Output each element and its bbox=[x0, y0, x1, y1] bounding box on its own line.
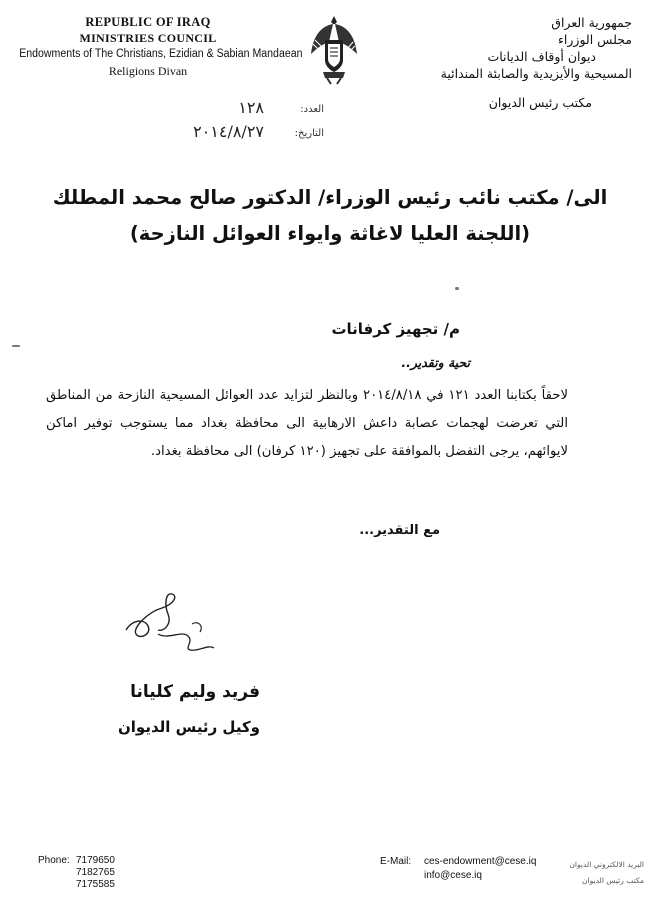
phone-number: 7175585 bbox=[76, 879, 115, 890]
religions-name-ar: المسيحية والأيزيدية والصابئة المندائية bbox=[440, 66, 632, 81]
subject-line: م/ تجهيز كرفانات bbox=[331, 320, 460, 338]
email-label: E-Mail: bbox=[380, 856, 412, 867]
footer-emails bbox=[380, 855, 536, 883]
number-value: ١٢٨ bbox=[238, 98, 264, 117]
council-name-en: MINISTRIES COUNCIL bbox=[79, 31, 217, 45]
endowment-name-ar: ديوان أوقاف الديانات bbox=[487, 49, 596, 64]
phone-label: Phone: bbox=[38, 855, 70, 866]
footer-arabic-line-2: مكتب رئيس الديوان bbox=[582, 876, 644, 885]
scan-speck bbox=[12, 345, 20, 347]
closing: مع التقدير... bbox=[359, 523, 440, 538]
addressee bbox=[40, 180, 620, 252]
office-name-ar: مكتب رئيس الديوان bbox=[488, 95, 592, 110]
endowment-name-en: Endowments of The Christians, Ezidian & Sabian Mandaean bbox=[19, 48, 303, 60]
handwritten-signature bbox=[118, 590, 228, 660]
addressee-line-1: الى/ مكتب نائب رئيس الوزراء/ الدكتور صالح محمد المطلك bbox=[52, 186, 608, 209]
iraq-eagle-emblem-icon bbox=[309, 14, 359, 86]
date-label: التاريخ: bbox=[294, 128, 324, 139]
letterhead-english bbox=[18, 14, 303, 79]
reference-block bbox=[104, 98, 324, 146]
country-name-ar: جمهورية العراق bbox=[551, 15, 632, 30]
council-name-ar: مجلس الوزراء bbox=[558, 32, 632, 47]
number-label: العدد: bbox=[300, 104, 324, 115]
phone-number: 7182765 bbox=[76, 867, 115, 878]
email-address: ces-endowment@cese.iq bbox=[424, 856, 537, 867]
email-address: info@cese.iq bbox=[424, 870, 482, 881]
phone-number: 7179650 bbox=[76, 855, 115, 866]
addressee-line-2: (اللجنة العليا لاغاثة وايواء العوائل النازحة) bbox=[129, 222, 531, 245]
footer-arabic bbox=[564, 857, 644, 889]
scan-speck bbox=[455, 287, 459, 290]
letter-body: لاحقاً بكتابنا العدد ١٢١ في ٢٠١٤/٨/١٨ وبالنظر لتزايد عدد العوائل المسيحية النازحة من المناطق التي تعرضت لهجمات عصابة داعش الارهابية الى محافظة بغداد مما يستوجب توفير اماكن لايوائهم، يرجى التفضل بالموافقة على تجهيز (١٢٠ كرفان) الى محافظة بغداد. bbox=[46, 388, 568, 459]
divan-name-en: Religions Divan bbox=[108, 64, 188, 78]
letterhead-arabic bbox=[392, 14, 632, 111]
greeting: تحية وتقدير.. bbox=[401, 355, 470, 370]
signatory-name: فريد وليم كليانا bbox=[130, 682, 260, 702]
country-name-en: REPUBLIC OF IRAQ bbox=[85, 15, 211, 29]
footer-phones bbox=[38, 855, 115, 891]
signatory-title: وكيل رئيس الديوان bbox=[117, 718, 260, 736]
footer-arabic-line-1: البريد الالكتروني الديوان bbox=[569, 860, 644, 869]
date-value: ٢٠١٤/٨/٢٧ bbox=[193, 122, 264, 141]
